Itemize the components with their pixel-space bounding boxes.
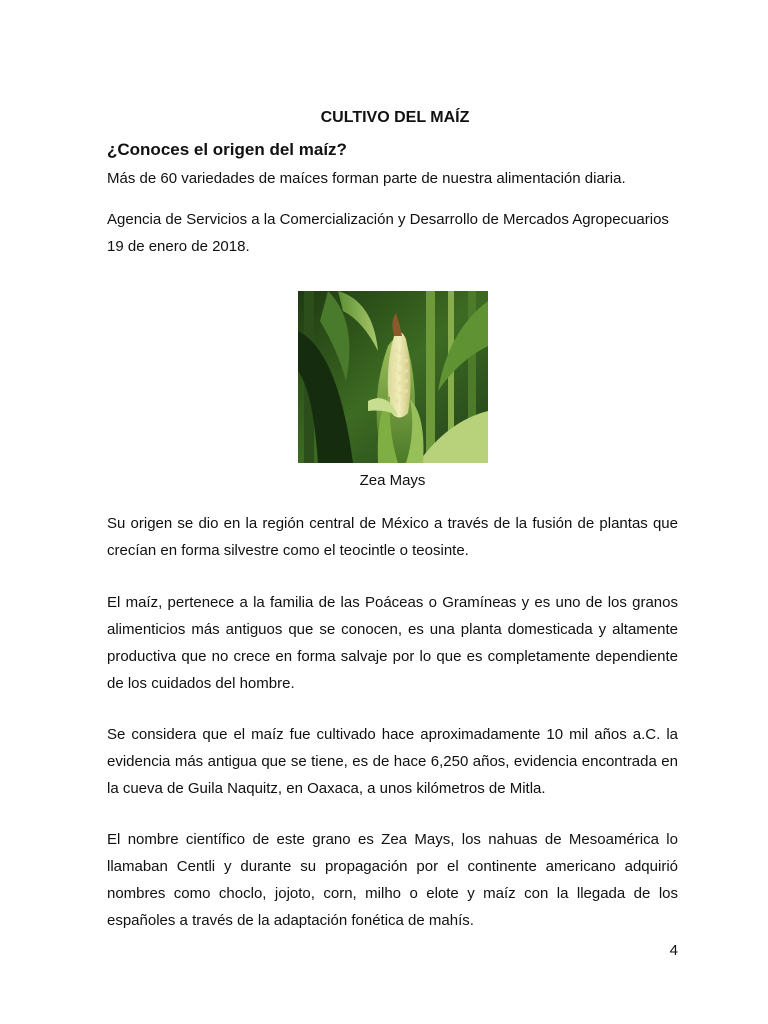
paragraph-history: Se considera que el maíz fue cultivado hace aproximadamente 10 mil años a.C. la evidencia más antigua que se tiene, es de hace 6,250 años, evidencia encontrada en la cueva de Guila Naquitz, en Oaxaca, a unos kilómetros de Mitla. [107,726,678,797]
document-page [107,0,678,1024]
document-title: CULTIVO DEL MAÍZ [320,109,470,126]
figure-caption: Zea Mays [359,472,426,489]
paragraph-family: El maíz, pertenece a la familia de las Poáceas o Gramíneas y es uno de los granos alimenticios más antiguos que se conocen, es una planta domesticada y altamente productiva que no crece en forma salvaje por lo que es completamente dependiente de los cuidados del hombre. [107,594,678,692]
intro-text: Más de 60 variedades de maíces forman parte de nuestra alimentación diaria. [107,170,626,187]
source-agency: Agencia de Servicios a la Comercialización y Desarrollo de Mercados Agropecuarios [107,211,669,228]
source-date: 19 de enero de 2018. [107,238,250,255]
page-number: 4 [669,942,678,959]
corn-photo [298,291,488,463]
paragraph-name: El nombre científico de este grano es Zea Mays, los nahuas de Mesoamérica lo llamaban Centli y durante su propagación por el continente americano adquirió nombres como choclo, jojoto, corn, milho o elote y maíz con la llegada de los españoles a través de la adaptación fonética de mahís. [107,831,678,929]
paragraph-origin: Su origen se dio en la región central de México a través de la fusión de plantas que crecían en forma silvestre como el teocintle o teosinte. [107,515,678,559]
document-subtitle: ¿Conoces el origen del maíz? [107,140,347,159]
